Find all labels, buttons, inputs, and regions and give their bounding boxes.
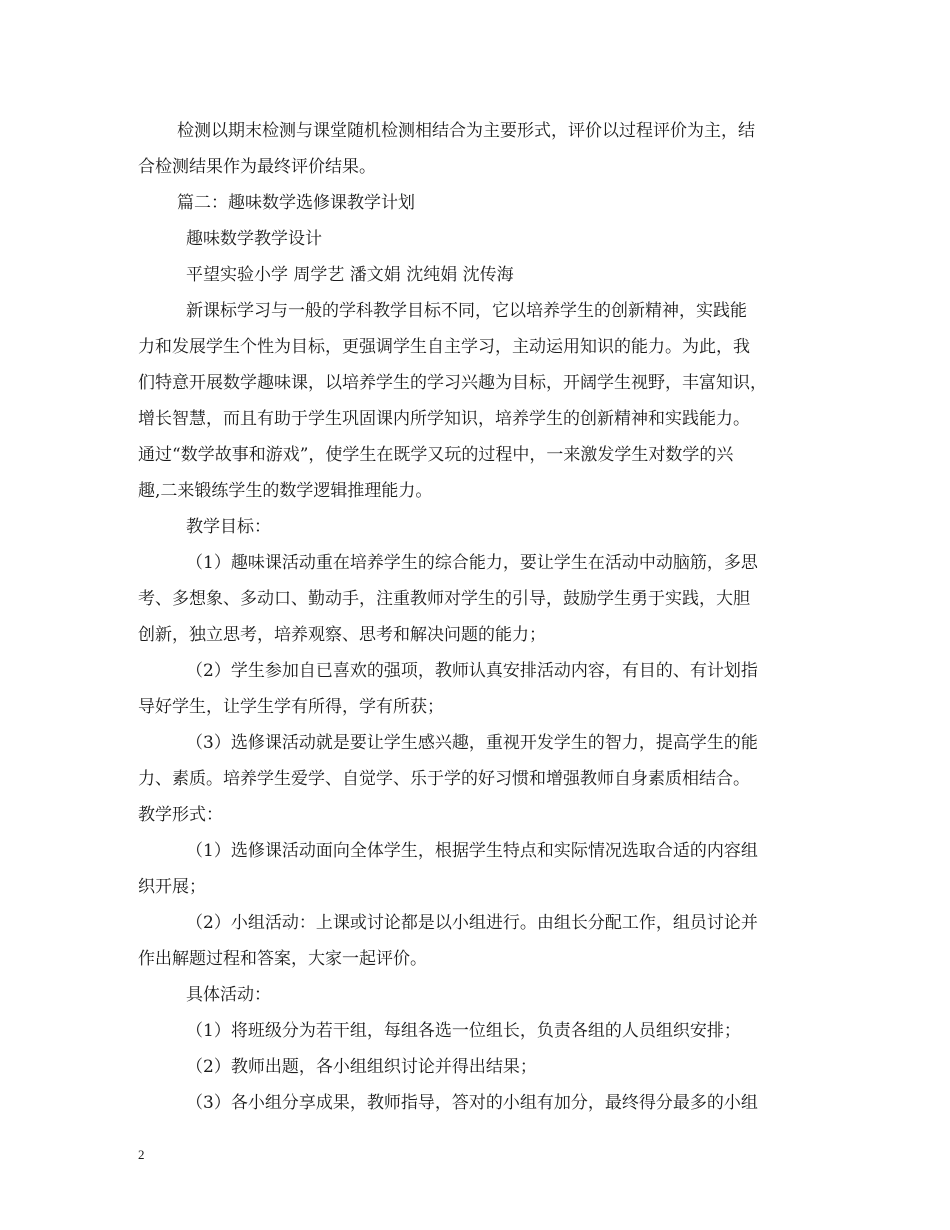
section-heading: 篇二：趣味数学选修课教学计划 xyxy=(177,193,415,213)
text-line: 考、多想象、多动口、勤动手，注重教师对学生的引导，鼓励学生勇于实践，大胆 xyxy=(138,589,750,609)
text-line: （1）将班级分为若干组，每组各选一位组长，负责各组的人员组织安排； xyxy=(186,1021,741,1041)
text-line: 力、素质。培养学生爱学、自觉学、乐于学的好习惯和增强教师自身素质相结合。 xyxy=(138,769,750,789)
text-line: 织开展； xyxy=(138,877,206,897)
text-line: 导好学生，让学生学有所得，学有所获； xyxy=(138,697,444,717)
text-line: （2）学生参加自已喜欢的强项，教师认真安排活动内容，有目的、有计划指 xyxy=(186,661,758,681)
document-title: 趣味数学教学设计 xyxy=(186,229,322,249)
subheading-form: 教学形式： xyxy=(138,805,223,825)
text-line: 新课标学习与一般的学科教学目标不同，它以培养学生的创新精神，实践能 xyxy=(186,301,747,321)
subheading-activities: 具体活动： xyxy=(186,985,271,1005)
text-line: （2）教师出题，各小组组织讨论并得出结果； xyxy=(186,1057,537,1077)
text-line: （3）选修课活动就是要让学生感兴趣，重视开发学生的智力，提高学生的能 xyxy=(186,733,758,753)
text-line: （1）选修课活动面向全体学生，根据学生特点和实际情况选取合适的内容组 xyxy=(186,841,758,861)
text-line: 创新，独立思考，培养观察、思考和解决问题的能力； xyxy=(138,625,546,645)
text-line: 合检测结果作为最终评价结果。 xyxy=(138,157,376,177)
text-line: 作出解题过程和答案，大家一起评价。 xyxy=(138,949,427,969)
text-line: （3）各小组分享成果，教师指导，答对的小组有加分，最终得分最多的小组 xyxy=(186,1093,758,1113)
text-line: （2）小组活动：上课或讨论都是以小组进行。由组长分配工作，组员讨论并 xyxy=(186,913,758,933)
text-line: 通过“数学故事和游戏”，使学生在既学又玩的过程中，一来激发学生对数学的兴 xyxy=(138,445,734,465)
page-number: 2 xyxy=(138,1147,145,1162)
text-line: 检测以期末检测与课堂随机检测相结合为主要形式，评价以过程评价为主，结 xyxy=(177,121,755,141)
text-line: 们特意开展数学趣味课，以培养学生的学习兴趣为目标，开阔学生视野，丰富知识， xyxy=(138,373,767,393)
author-line: 平望实验小学 周学艺 潘文娟 沈纯娟 沈传海 xyxy=(186,265,514,285)
subheading-goals: 教学目标： xyxy=(186,517,271,537)
text-line: 力和发展学生个性为目标，更强调学生自主学习，主动运用知识的能力。为此，我 xyxy=(138,337,750,357)
text-line: 趣,二来锻练学生的数学逻辑推理能力。 xyxy=(138,481,433,501)
text-line: （1）趣味课活动重在培养学生的综合能力，要让学生在活动中动脑筋，多思 xyxy=(186,553,758,573)
text-line: 增长智慧，而且有助于学生巩固课内所学知识，培养学生的创新精神和实践能力。 xyxy=(138,409,750,429)
